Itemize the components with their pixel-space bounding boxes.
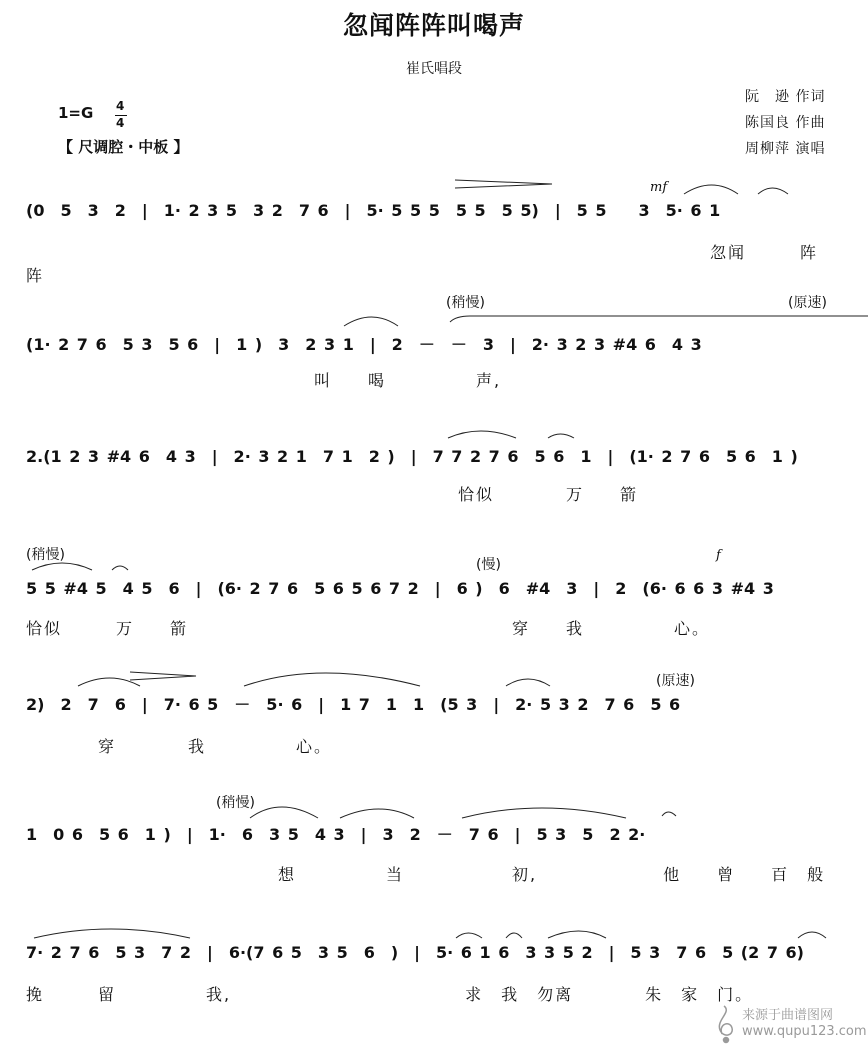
tempo-mark: (稍慢) bbox=[216, 795, 255, 811]
notation-line: 5 5 #4 5 4 5 6 | (6· 2 7 6 5 6 5 6 7 2 | 6 ) 6 #4 3 | 2 (6· 6 6 3 #4 3 bbox=[26, 579, 774, 598]
credit-role: 作曲 bbox=[795, 115, 826, 131]
tempo-mark: (稍慢) bbox=[446, 295, 485, 311]
tempo-style: 【 尺调腔・中板 】 bbox=[58, 138, 189, 156]
lyrics-line: 想 当 初, 他 曾 百 般 bbox=[26, 865, 826, 884]
notation-line: 1 0 6 5 6 1 ) | 1· 6 3 5 4 3 | 3 2 － 7 6 | 5 3 5 2 2· bbox=[26, 825, 646, 844]
credit-name: 陈国良 bbox=[745, 115, 790, 131]
notation-line: 2) 2 7 6 | 7· 6 5 － 5· 6 | 1 7 1 1 (5 3 | 2· 5 3 2 7 6 5 6 bbox=[26, 695, 681, 714]
dynamic-mark: f bbox=[716, 548, 721, 563]
subtitle: 崔氏唱段 bbox=[406, 61, 462, 77]
tempo-mark: (原速) bbox=[656, 673, 695, 689]
tempo-mark: (慢) bbox=[476, 557, 501, 573]
credit-name: 阮 逊 bbox=[745, 89, 790, 105]
notation-line: 7· 2 7 6 5 3 7 2 | 6·(7 6 5 3 5 6 ) | 5· 6 1 6 3 3 5 2 | 5 3 7 6 5 (2 7 6) bbox=[26, 943, 804, 962]
lyrics-line: 挽 留 我, 求 我 勿离 朱 家 门。 bbox=[26, 985, 754, 1004]
page-title: 忽闻阵阵叫喝声 bbox=[342, 11, 525, 40]
credit-role: 演唱 bbox=[795, 141, 826, 157]
lyrics-line: 穿 我 心。 bbox=[26, 737, 333, 756]
time-signature-bottom: 4 bbox=[116, 116, 125, 130]
lyrics-line: 恰似 万 箭 bbox=[26, 485, 639, 504]
credit-role: 作词 bbox=[795, 89, 826, 105]
watermark-site-name: 来源于曲谱图网 bbox=[742, 1008, 834, 1023]
credit-name: 周柳萍 bbox=[745, 141, 790, 157]
lyrics-line: 忽闻 阵 阵 bbox=[26, 243, 855, 285]
notation-line: (1· 2 7 6 5 3 5 6 | 1 ) 3 2 3 1 | 2 － － 3 | 2· 3 2 3 #4 6 4 3 bbox=[26, 335, 702, 354]
notation-line: (0 5 3 2 | 1· 2 3 5 3 2 7 6 | 5· 5 5 5 5 5 5 5) | 5 5 3 5· 6 1 bbox=[26, 201, 721, 220]
lyrics-line: 恰似 万 箭 穿 我 心。 bbox=[26, 619, 711, 638]
tempo-mark: (原速) bbox=[788, 295, 827, 311]
notation-line: 2.(1 2 3 #4 6 4 3 | 2· 3 2 1 7 1 2 ) | 7 7 2 7 6 5 6 1 | (1· 2 7 6 5 6 1 ) bbox=[26, 447, 798, 466]
key-signature: 1=G bbox=[58, 104, 94, 122]
tempo-mark: (稍慢) bbox=[26, 547, 65, 563]
dynamic-mark: mf bbox=[650, 180, 668, 195]
time-signature-top: 4 bbox=[116, 99, 125, 113]
lyrics-line: 叫 喝 声, bbox=[26, 371, 502, 390]
watermark-url: www.qupu123.com bbox=[742, 1024, 867, 1039]
